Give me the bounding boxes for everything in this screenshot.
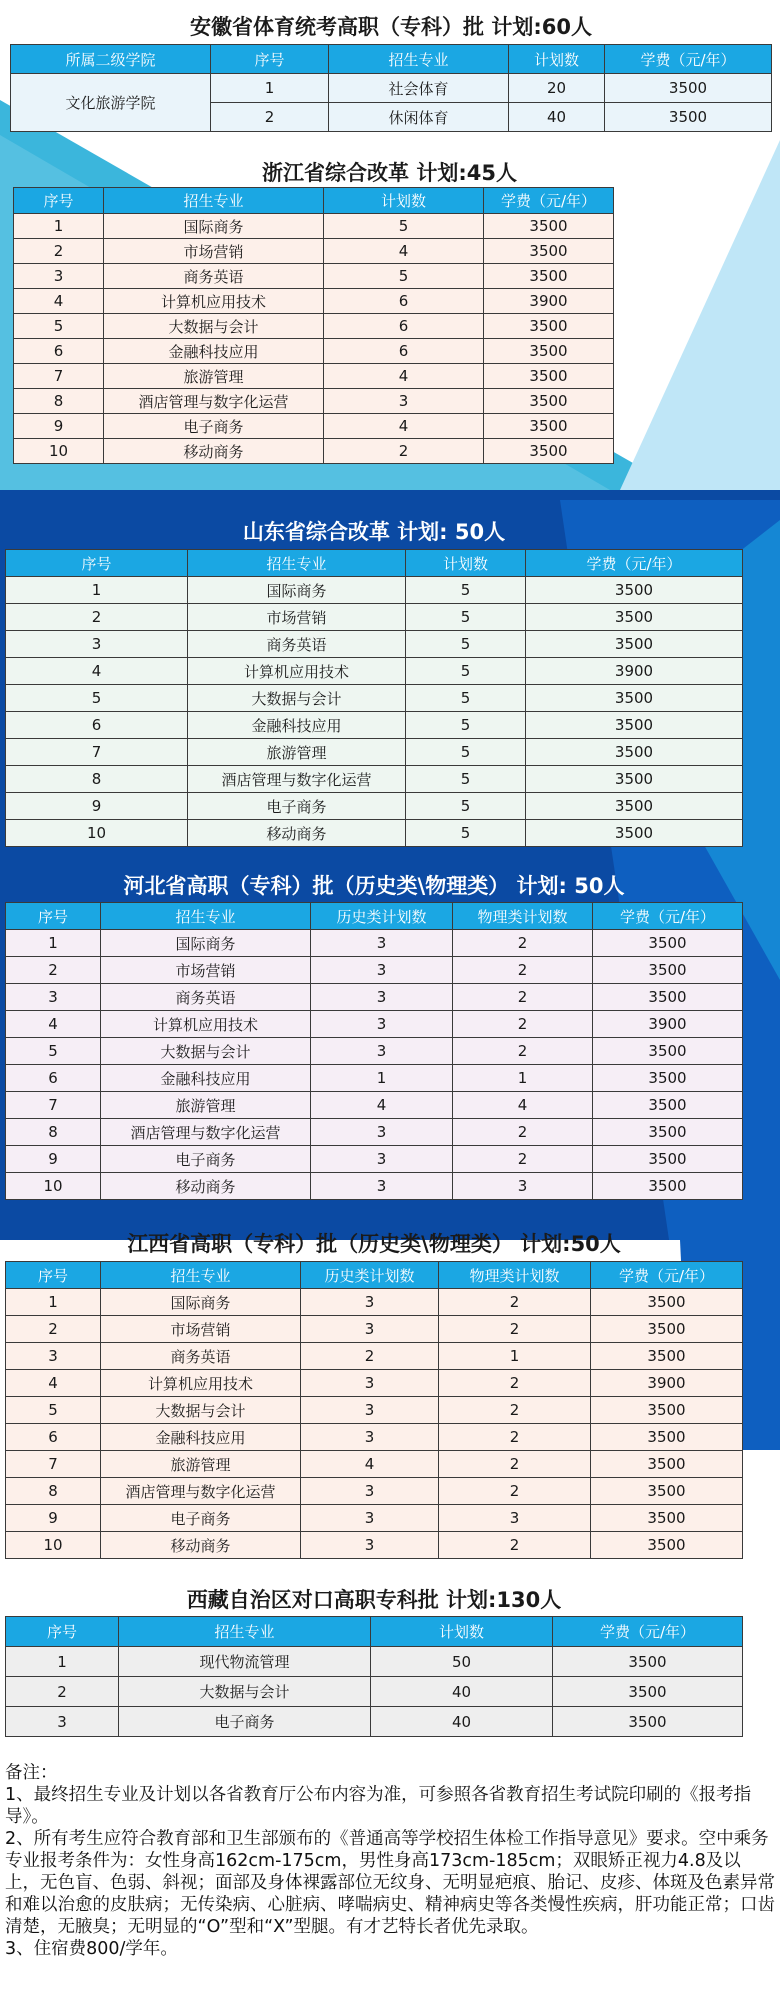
cell-index: 9 [6,1505,101,1532]
cell-fee: 3500 [553,1677,743,1707]
cell-plan: 5 [406,712,526,739]
cell-index: 1 [14,214,104,239]
hebei-header-history-plan: 历史类计划数 [311,903,453,930]
cell-history-plan: 3 [301,1505,439,1532]
cell-fee: 3500 [593,1173,743,1200]
xizang-header-plan: 计划数 [371,1617,553,1647]
table-row [6,1478,743,1505]
cell-fee: 3500 [484,389,614,414]
table-row [14,239,766,264]
cell-fee: 3900 [593,1011,743,1038]
hebei-header-major: 招生专业 [101,903,311,930]
cell-major: 金融科技应用 [104,339,324,364]
cell-plan: 20 [509,74,605,103]
cell-plan: 5 [406,793,526,820]
anhui-header-college: 所属二级学院 [11,45,211,74]
cell-plan: 5 [324,264,484,289]
table-row [6,739,743,766]
zhejiang-section [13,160,766,464]
cell-history-plan: 2 [301,1343,439,1370]
cell-major: 计算机应用技术 [101,1370,301,1397]
cell-index: 8 [14,389,104,414]
cell-fee: 3500 [591,1505,743,1532]
cell-index: 1 [6,930,101,957]
cell-fee: 3500 [553,1707,743,1737]
cell-index: 4 [6,1011,101,1038]
cell-plan: 4 [324,364,484,389]
cell-fee: 3500 [591,1316,743,1343]
cell-physics-plan: 2 [439,1478,591,1505]
table-row [6,1424,743,1451]
table-row [6,631,743,658]
shandong-header-index: 序号 [6,550,188,577]
cell-physics-plan: 2 [453,1146,593,1173]
notes-section [5,1762,775,1960]
cell-plan: 40 [371,1707,553,1737]
cell-physics-plan: 2 [453,930,593,957]
hebei-section [5,870,743,1200]
xizang-table [5,1616,743,1737]
table-row [6,1451,743,1478]
cell-major: 社会体育 [329,74,509,103]
cell-major: 酒店管理与数字化运营 [104,389,324,414]
cell-physics-plan: 3 [439,1505,591,1532]
cell-physics-plan: 1 [453,1065,593,1092]
cell-index: 8 [6,1478,101,1505]
cell-fee: 3500 [484,314,614,339]
cell-fee: 3500 [484,264,614,289]
zhejiang-header-index: 序号 [14,188,104,214]
cell-physics-plan: 2 [439,1424,591,1451]
cell-index: 2 [6,957,101,984]
zhejiang-table [13,187,766,464]
cell-index: 5 [6,1038,101,1065]
jiangxi-header-physics-plan: 物理类计划数 [439,1262,591,1289]
cell-major: 计算机应用技术 [101,1011,311,1038]
table-row [6,1370,743,1397]
shandong-header-fee: 学费（元/年） [526,550,743,577]
table-row [6,1173,743,1200]
cell-index: 9 [6,1146,101,1173]
cell-physics-plan: 2 [439,1289,591,1316]
cell-fee: 3500 [593,1065,743,1092]
cell-fee: 3500 [591,1451,743,1478]
zhejiang-header-plan: 计划数 [324,188,484,214]
table-row [6,1647,743,1677]
cell-index: 9 [6,793,188,820]
cell-index: 6 [6,712,188,739]
cell-fee: 3500 [484,439,614,464]
cell-index: 1 [211,74,329,103]
table-row [6,1505,743,1532]
cell-index: 3 [6,1707,119,1737]
cell-major: 电子商务 [119,1707,371,1737]
table-row [6,1038,743,1065]
table-row [14,364,766,389]
cell-history-plan: 3 [311,1119,453,1146]
cell-fee: 3500 [526,739,743,766]
jiangxi-header-index: 序号 [6,1262,101,1289]
table-row [6,984,743,1011]
cell-index: 6 [6,1424,101,1451]
cell-index: 7 [6,739,188,766]
cell-major: 市场营销 [101,1316,301,1343]
cell-major: 电子商务 [188,793,406,820]
cell-index: 7 [6,1451,101,1478]
jiangxi-section [5,1228,743,1559]
cell-index: 2 [14,239,104,264]
cell-index: 7 [6,1092,101,1119]
cell-major: 金融科技应用 [101,1424,301,1451]
table-row [6,930,743,957]
table-row [6,1316,743,1343]
cell-fee: 3500 [591,1289,743,1316]
cell-major: 电子商务 [101,1146,311,1173]
jiangxi-header-fee: 学费（元/年） [591,1262,743,1289]
cell-major: 大数据与会计 [188,685,406,712]
table-row [6,1092,743,1119]
hebei-header-physics-plan: 物理类计划数 [453,903,593,930]
cell-physics-plan: 2 [453,1119,593,1146]
cell-plan: 4 [324,239,484,264]
cell-fee: 3500 [526,820,743,847]
shandong-title: 山东省综合改革 计划: 50人 [242,520,506,544]
cell-history-plan: 3 [301,1289,439,1316]
cell-plan: 6 [324,289,484,314]
cell-major: 移动商务 [188,820,406,847]
cell-fee: 3900 [591,1370,743,1397]
cell-fee: 3500 [605,103,772,132]
cell-fee: 3500 [484,239,614,264]
cell-history-plan: 3 [301,1316,439,1343]
cell-plan: 5 [406,685,526,712]
cell-major: 旅游管理 [101,1092,311,1119]
table-row [14,339,766,364]
cell-major: 旅游管理 [188,739,406,766]
cell-major: 商务英语 [104,264,324,289]
anhui-table [10,44,772,132]
cell-major: 商务英语 [101,1343,301,1370]
cell-plan: 50 [371,1647,553,1677]
cell-index: 10 [6,1173,101,1200]
table-row [6,1065,743,1092]
cell-major: 电子商务 [104,414,324,439]
cell-major: 市场营销 [188,604,406,631]
xizang-header-index: 序号 [6,1617,119,1647]
cell-major: 市场营销 [101,957,311,984]
anhui-header-fee: 学费（元/年） [605,45,772,74]
anhui-title: 安徽省体育统考高职（专科）批 计划:60人 [190,15,592,39]
cell-plan: 5 [406,658,526,685]
cell-index: 10 [6,1532,101,1559]
zhejiang-title: 浙江省综合改革 计划:45人 [262,161,517,185]
cell-fee: 3500 [591,1397,743,1424]
cell-major: 旅游管理 [104,364,324,389]
notes-heading: 备注： [5,1763,58,1783]
cell-index: 3 [6,984,101,1011]
table-row [11,74,772,103]
cell-fee: 3500 [591,1343,743,1370]
cell-major: 国际商务 [188,577,406,604]
cell-index: 1 [6,1647,119,1677]
cell-physics-plan: 1 [439,1343,591,1370]
cell-history-plan: 3 [301,1397,439,1424]
cell-index: 8 [6,1119,101,1146]
cell-major: 国际商务 [101,1289,301,1316]
cell-index: 4 [6,1370,101,1397]
cell-index: 7 [14,364,104,389]
cell-history-plan: 3 [301,1424,439,1451]
cell-major: 大数据与会计 [119,1677,371,1707]
cell-plan: 5 [406,766,526,793]
table-row [14,439,766,464]
shandong-section [5,515,743,847]
cell-plan: 6 [324,339,484,364]
cell-major: 移动商务 [104,439,324,464]
cell-plan: 5 [406,577,526,604]
cell-physics-plan: 2 [453,984,593,1011]
cell-major: 金融科技应用 [188,712,406,739]
cell-history-plan: 1 [311,1065,453,1092]
shandong-table [5,549,743,847]
table-row [6,1707,743,1737]
cell-fee: 3500 [553,1647,743,1677]
jiangxi-title: 江西省高职（专科）批（历史类\物理类） 计划:50人 [127,1232,621,1256]
table-row [6,1397,743,1424]
anhui-section [10,12,772,132]
cell-fee: 3500 [484,339,614,364]
cell-plan: 5 [406,739,526,766]
cell-index: 10 [6,820,188,847]
cell-plan: 5 [406,631,526,658]
cell-major: 计算机应用技术 [104,289,324,314]
table-row [6,577,743,604]
cell-fee: 3500 [526,604,743,631]
table-row [14,314,766,339]
cell-history-plan: 3 [301,1370,439,1397]
shandong-header-plan: 计划数 [406,550,526,577]
cell-index: 9 [14,414,104,439]
cell-major: 酒店管理与数字化运营 [101,1478,301,1505]
cell-index: 8 [6,766,188,793]
jiangxi-table [5,1261,743,1559]
xizang-section [5,1584,743,1737]
table-row [6,604,743,631]
cell-fee: 3900 [484,289,614,314]
cell-fee: 3500 [593,1146,743,1173]
cell-fee: 3500 [591,1478,743,1505]
cell-history-plan: 4 [311,1092,453,1119]
cell-fee: 3500 [593,1092,743,1119]
cell-index: 6 [14,339,104,364]
table-row [6,1011,743,1038]
note-item: 1、最终招生专业及计划以各省教育厅公布内容为准，可参照各省教育招生考试院印刷的《报考指导》。 [5,1785,752,1827]
table-row [6,658,743,685]
note-item: 2、所有考生应符合教育部和卫生部颁布的《普通高等学校招生体检工作指导意见》要求。空中乘务专业报考条件为：女性身高162cm-175cm，男性身高173cm-185cm；双眼矫正视力4.8及以上，无色盲、色弱、斜视；面部及身体裸露部位无纹身、无明显疤痕、胎记、皮疹、体斑及色素异常和难以治愈的皮肤病；无传染病、心脏病、哮喘病史、精神病史等各类慢性疾病，肝功能正常；口齿清楚，无腋臭；无明显的“O”型和“X”型腿。有才艺特长者优先录取。 [5,1829,775,1937]
cell-fee: 3500 [484,214,614,239]
hebei-table [5,902,743,1200]
cell-plan: 5 [324,214,484,239]
cell-index: 3 [6,1343,101,1370]
table-row [6,793,743,820]
cell-index: 2 [6,604,188,631]
cell-fee: 3500 [484,414,614,439]
cell-fee: 3500 [526,685,743,712]
cell-plan: 5 [406,820,526,847]
cell-major: 大数据与会计 [101,1397,301,1424]
cell-fee: 3500 [526,631,743,658]
cell-fee: 3500 [593,930,743,957]
table-row [6,1289,743,1316]
cell-major: 电子商务 [101,1505,301,1532]
cell-index: 6 [6,1065,101,1092]
cell-major: 计算机应用技术 [188,658,406,685]
cell-fee: 3500 [526,577,743,604]
cell-index: 1 [6,577,188,604]
cell-major: 现代物流管理 [119,1647,371,1677]
cell-fee: 3500 [593,1119,743,1146]
cell-history-plan: 3 [311,1146,453,1173]
cell-index: 4 [6,658,188,685]
cell-fee: 3500 [593,1038,743,1065]
table-row [6,712,743,739]
cell-fee: 3500 [526,793,743,820]
cell-history-plan: 3 [301,1478,439,1505]
cell-major: 旅游管理 [101,1451,301,1478]
cell-major: 移动商务 [101,1173,311,1200]
cell-index: 1 [6,1289,101,1316]
cell-history-plan: 3 [311,930,453,957]
table-row [14,289,766,314]
cell-index: 3 [6,631,188,658]
cell-plan: 6 [324,314,484,339]
cell-fee: 3500 [526,766,743,793]
cell-major: 国际商务 [101,930,311,957]
cell-fee: 3500 [593,984,743,1011]
cell-history-plan: 3 [311,957,453,984]
cell-plan: 40 [509,103,605,132]
cell-physics-plan: 2 [439,1451,591,1478]
anhui-header-major: 招生专业 [329,45,509,74]
cell-history-plan: 3 [311,1011,453,1038]
cell-history-plan: 3 [311,984,453,1011]
xizang-header-fee: 学费（元/年） [553,1617,743,1647]
cell-physics-plan: 4 [453,1092,593,1119]
anhui-header-plan: 计划数 [509,45,605,74]
cell-physics-plan: 2 [439,1316,591,1343]
jiangxi-header-history-plan: 历史类计划数 [301,1262,439,1289]
hebei-header-index: 序号 [6,903,101,930]
table-row [6,1532,743,1559]
cell-history-plan: 3 [311,1038,453,1065]
cell-index: 4 [14,289,104,314]
cell-index: 5 [14,314,104,339]
cell-major: 金融科技应用 [101,1065,311,1092]
cell-plan: 40 [371,1677,553,1707]
hebei-header-fee: 学费（元/年） [593,903,743,930]
zhejiang-header-major: 招生专业 [104,188,324,214]
cell-fee: 3500 [593,957,743,984]
zhejiang-header-fee: 学费（元/年） [484,188,614,214]
cell-physics-plan: 2 [439,1397,591,1424]
cell-major: 大数据与会计 [104,314,324,339]
cell-major: 移动商务 [101,1532,301,1559]
table-row [14,414,766,439]
cell-fee: 3900 [526,658,743,685]
cell-index: 2 [211,103,329,132]
cell-physics-plan: 2 [453,1038,593,1065]
anhui-college: 文化旅游学院 [11,74,211,132]
table-row [6,766,743,793]
cell-fee: 3500 [591,1424,743,1451]
cell-history-plan: 3 [301,1532,439,1559]
cell-history-plan: 3 [311,1173,453,1200]
anhui-header-index: 序号 [211,45,329,74]
xizang-header-major: 招生专业 [119,1617,371,1647]
cell-major: 市场营销 [104,239,324,264]
cell-plan: 2 [324,439,484,464]
cell-major: 商务英语 [101,984,311,1011]
jiangxi-header-major: 招生专业 [101,1262,301,1289]
cell-physics-plan: 2 [453,957,593,984]
table-row [6,685,743,712]
shandong-header-major: 招生专业 [188,550,406,577]
cell-physics-plan: 3 [453,1173,593,1200]
cell-physics-plan: 2 [453,1011,593,1038]
cell-fee: 3500 [605,74,772,103]
cell-index: 2 [6,1316,101,1343]
cell-index: 10 [14,439,104,464]
table-row [6,1119,743,1146]
cell-major: 大数据与会计 [101,1038,311,1065]
cell-plan: 3 [324,389,484,414]
table-row [14,264,766,289]
cell-index: 5 [6,685,188,712]
cell-major: 商务英语 [188,631,406,658]
note-item: 3、住宿费800/学年。 [5,1939,178,1959]
cell-major: 酒店管理与数字化运营 [188,766,406,793]
table-row [6,957,743,984]
cell-index: 5 [6,1397,101,1424]
cell-index: 2 [6,1677,119,1707]
table-row [14,389,766,414]
cell-history-plan: 4 [301,1451,439,1478]
cell-plan: 4 [324,414,484,439]
cell-fee: 3500 [591,1532,743,1559]
table-row [6,1146,743,1173]
cell-major: 休闲体育 [329,103,509,132]
cell-physics-plan: 2 [439,1370,591,1397]
xizang-title: 西藏自治区对口高职专科批 计划:130人 [186,1588,562,1612]
table-row [6,820,743,847]
table-row [14,214,766,239]
hebei-title: 河北省高职（专科）批（历史类\物理类） 计划: 50人 [123,874,625,898]
cell-fee: 3500 [484,364,614,389]
cell-major: 国际商务 [104,214,324,239]
table-row [6,1343,743,1370]
cell-index: 3 [14,264,104,289]
cell-plan: 5 [406,604,526,631]
cell-physics-plan: 2 [439,1532,591,1559]
table-row [6,1677,743,1707]
cell-major: 酒店管理与数字化运营 [101,1119,311,1146]
cell-fee: 3500 [526,712,743,739]
